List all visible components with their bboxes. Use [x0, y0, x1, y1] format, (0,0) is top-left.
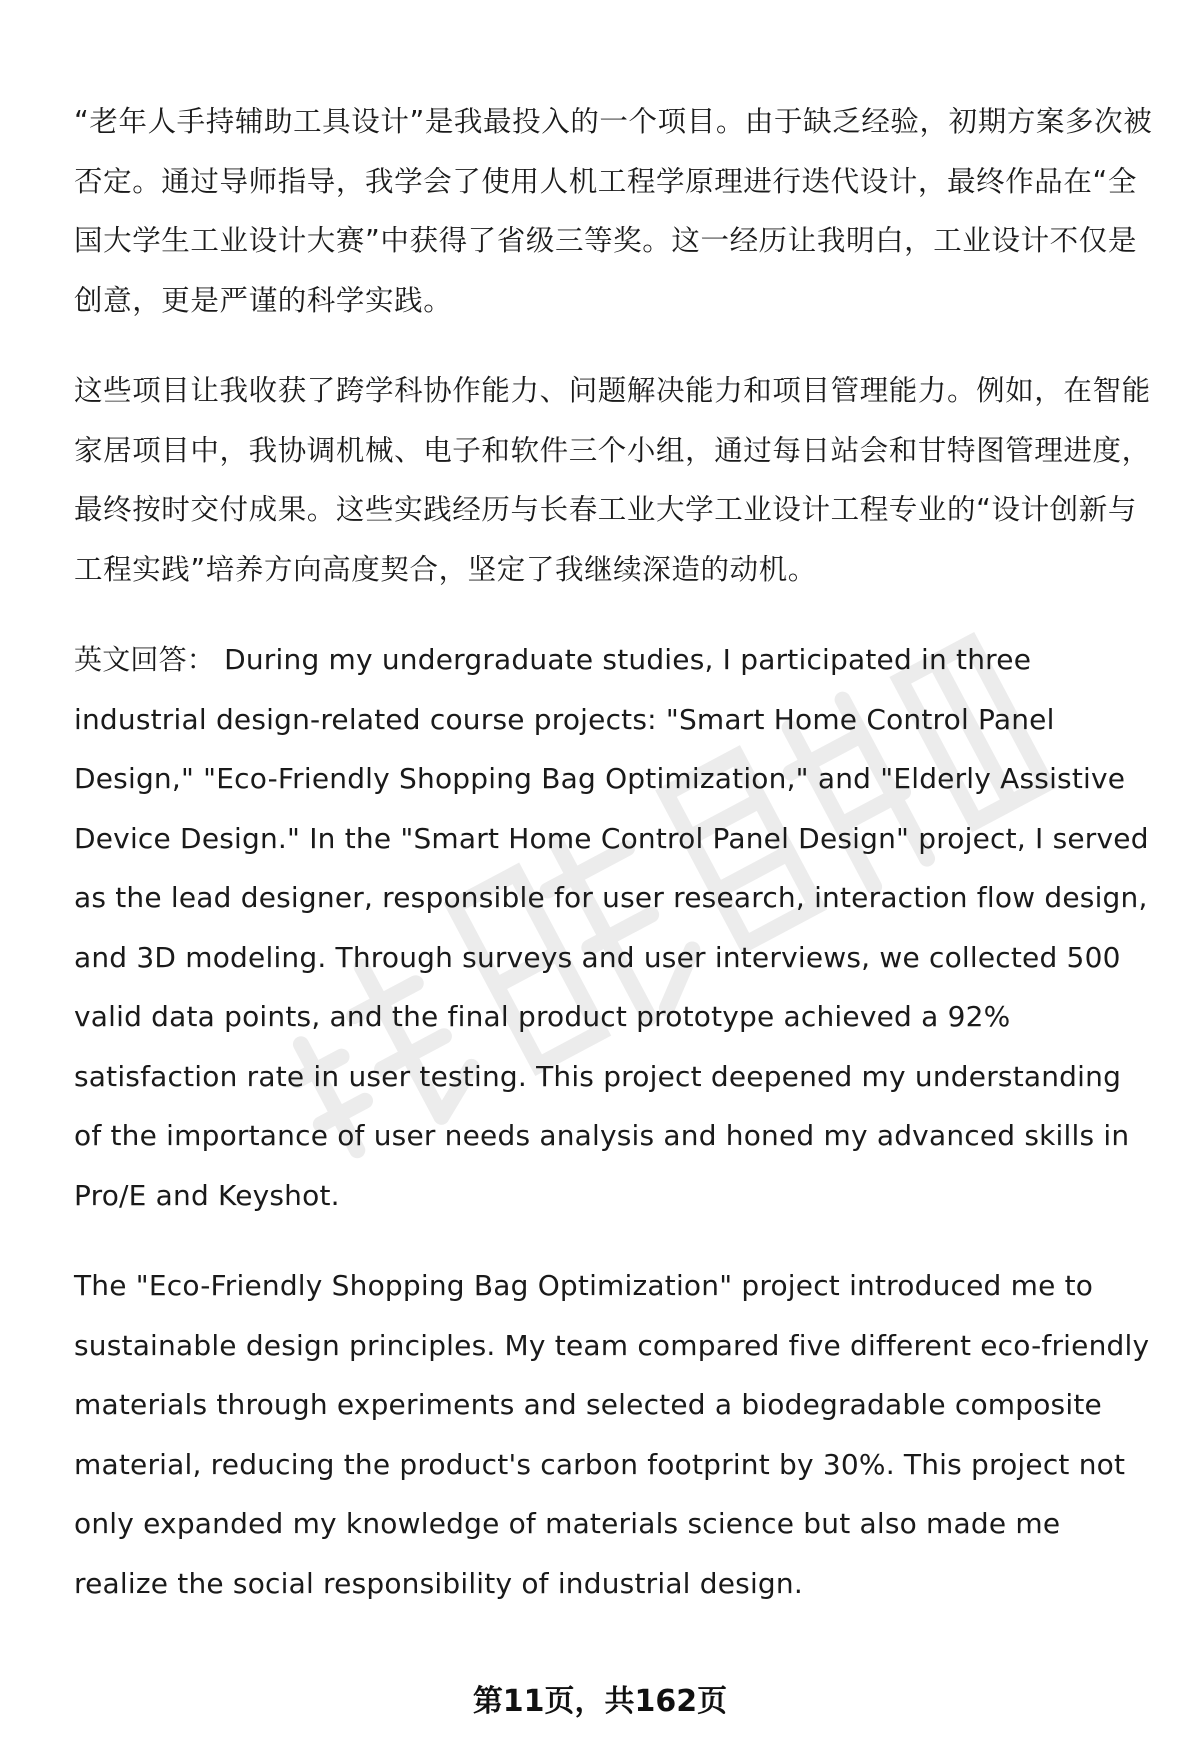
paragraph-elderly-tool-project: “老年人手持辅助工具设计”是我最投入的一个项目。由于缺乏经验，初期方案多次被否定。通过导师指导，我学会了使用人机工程学原理进行迭代设计，最终作品在“全国大学生工业设计大赛”中获得了省级三等奖。这一经历让我明白，工业设计不仅是创意，更是严谨的科学实践。 — [74, 105, 1153, 317]
paragraph-skills-gained: 这些项目让我收获了跨学科协作能力、问题解决能力和项目管理能力。例如，在智能家居项目中，我协调机械、电子和软件三个小组，通过每日站会和甘特图管理进度，最终按时交付成果。这些实践经历与长春工业大学工业设计工程专业的“设计创新与工程实践”培养方向高度契合，坚定了我继续深造的动机。 — [74, 374, 1151, 586]
paragraph-english-answer: 英文回答： During my undergraduate studies, I participated in three industrial design-related course projects: "Smart Home Control Panel Design," "Eco-Friendly Shopping Bag Optimization," and "Elderly Assistive Device Design." In the "Smart Home Control Panel Design" project, I served as the lead designer, responsible for user research, interaction flow design, and 3D modeling. Through surveys and user interviews, we collected 500 valid data points, and the final product prototype achieved a 92% satisfaction rate in user testing. This project deepened my understanding of the importance of user needs analysis and honed my advanced skills in Pro/E and Keyshot. — [74, 643, 1149, 1212]
page-number-footer: 第11页，共162页 — [472, 1684, 728, 1719]
document-body — [74, 92, 1154, 1644]
paragraph-eco-bag-project: The "Eco-Friendly Shopping Bag Optimization" project introduced me to sustainable design principles. My team compared five different eco-friendly materials through experiments and selected a biodegradable composite material, reducing the product's carbon footprint by 30%. This project not only expanded my knowledge of materials science but also made me realize the social responsibility of industrial design. — [74, 1269, 1150, 1600]
